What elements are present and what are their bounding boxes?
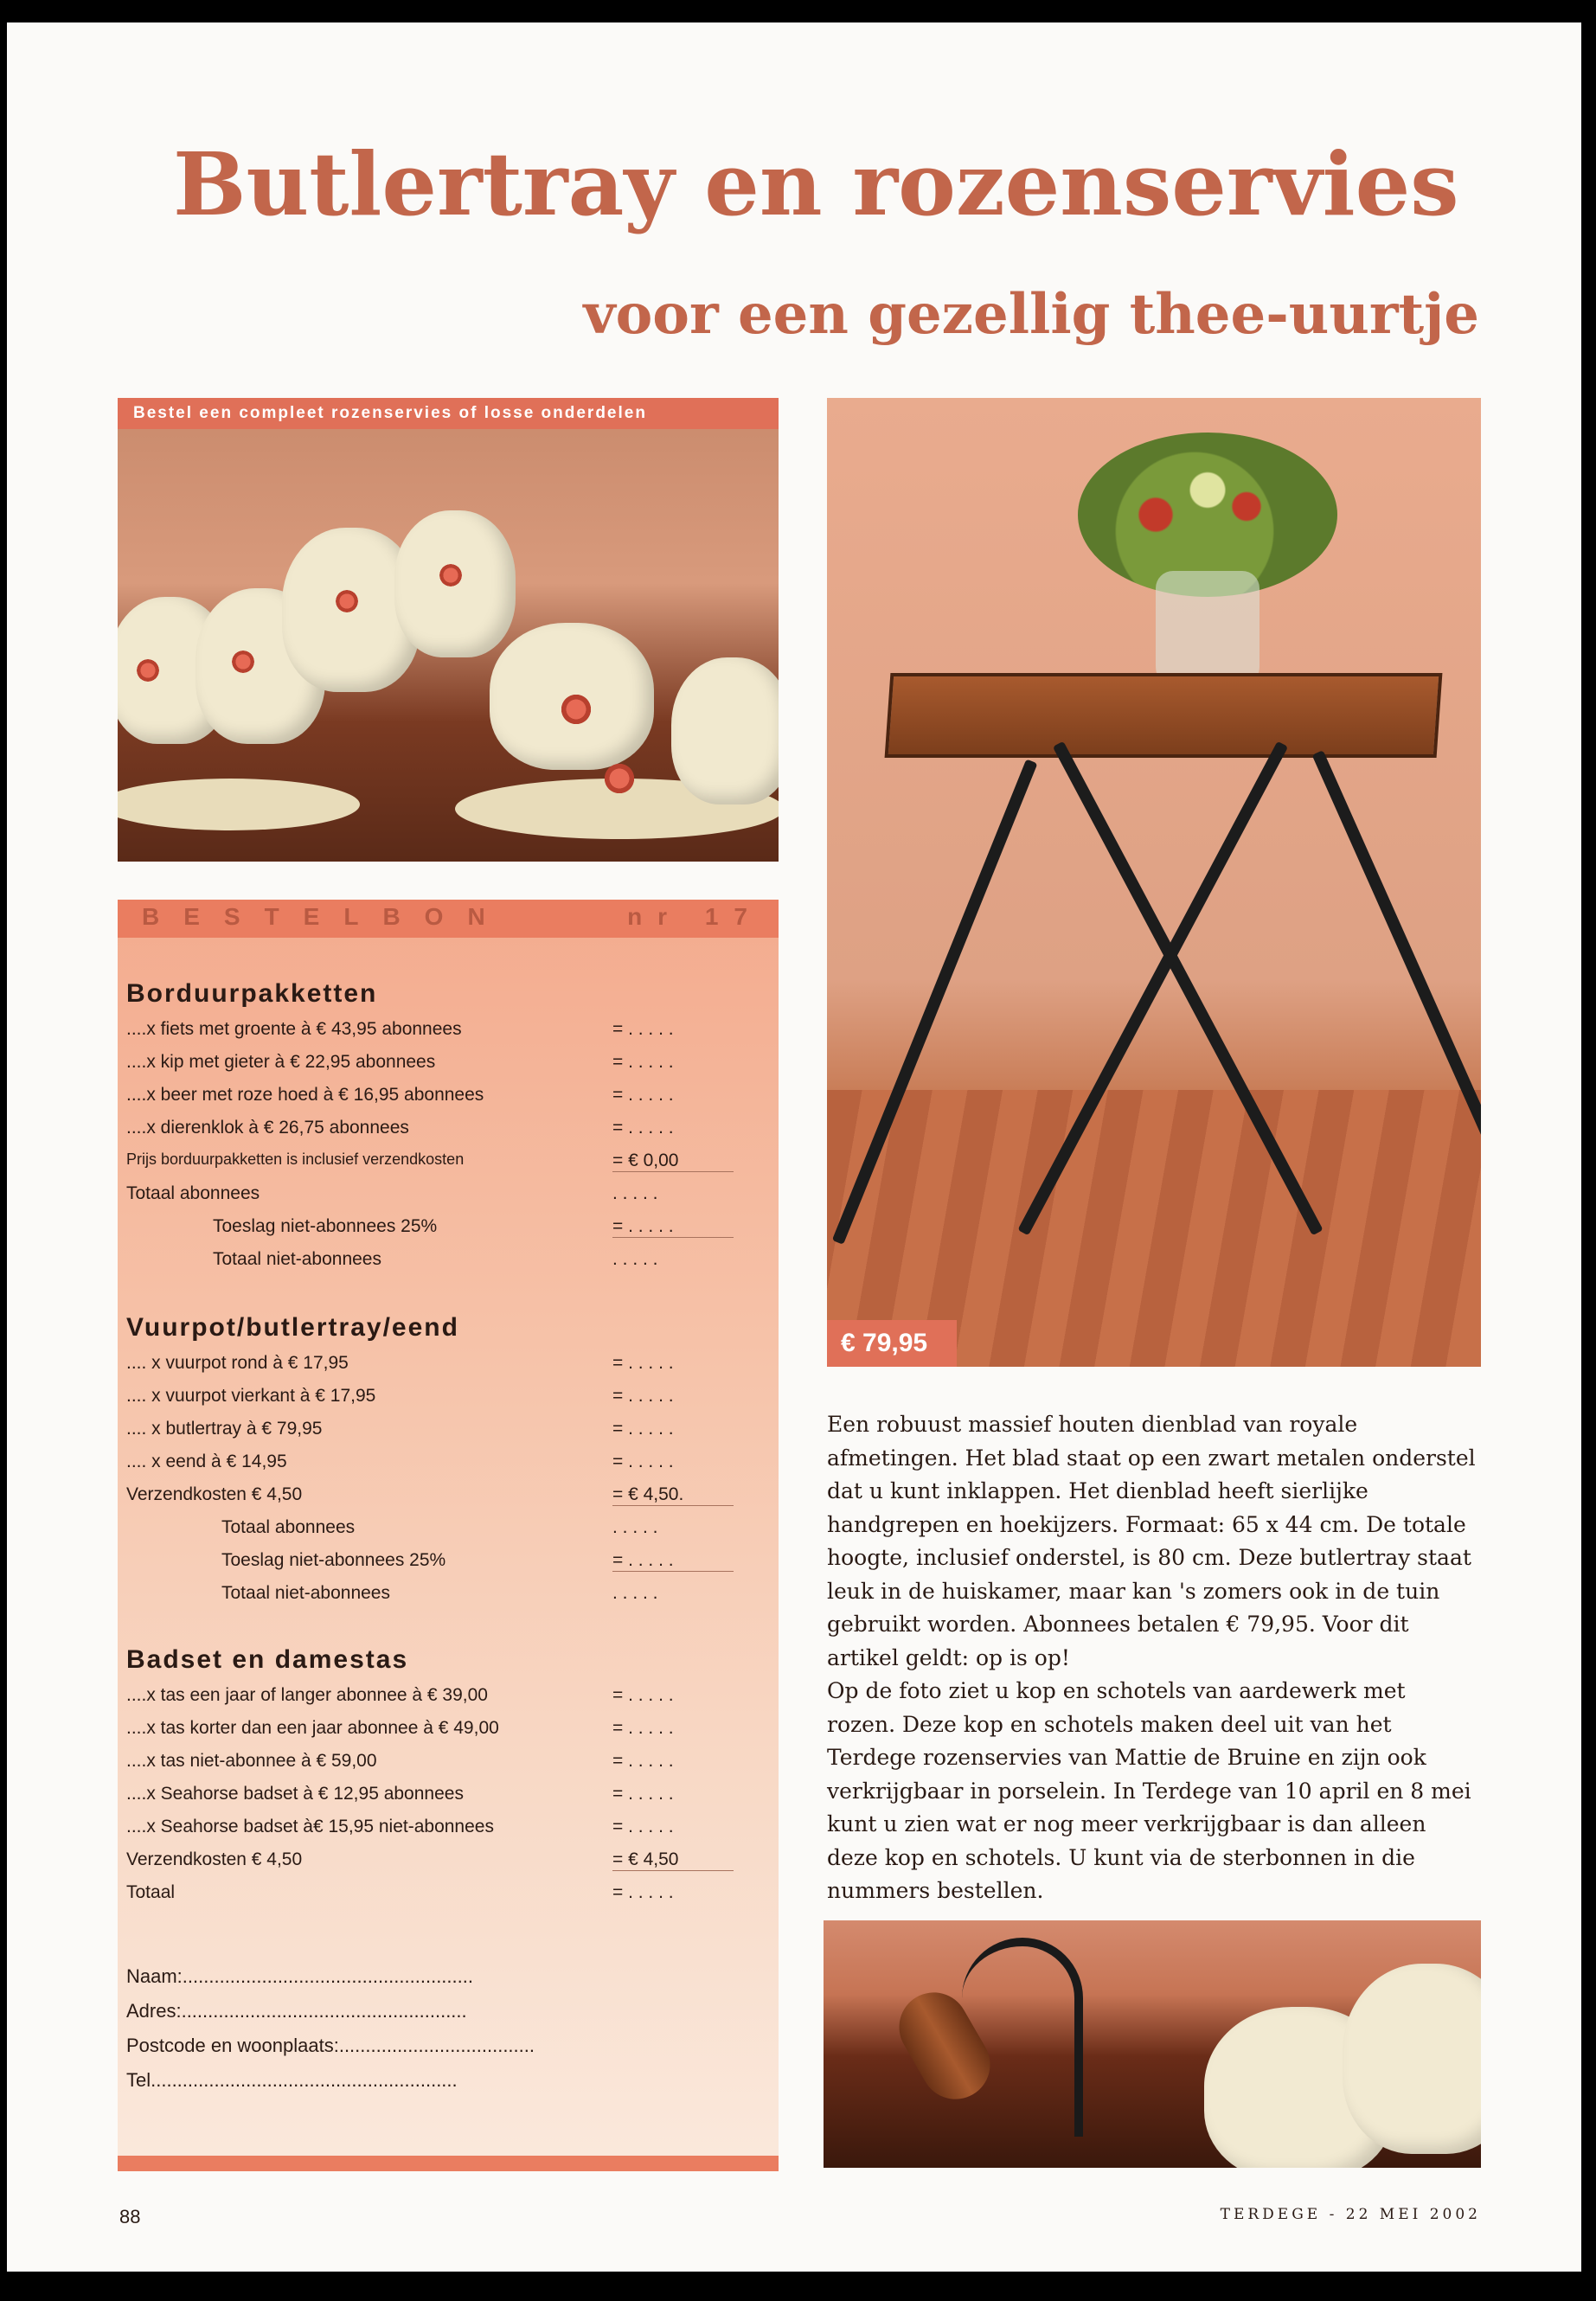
- order-line-label: Totaal niet-abonnees: [213, 1249, 381, 1269]
- order-line-label: Toeslag niet-abonnees 25%: [221, 1550, 446, 1570]
- order-line-value[interactable]: . . . . .: [612, 1249, 658, 1269]
- order-line-value[interactable]: = . . . . .: [612, 1685, 674, 1705]
- postcode-city-field[interactable]: Postcode en woonplaats:.....................................: [126, 2035, 535, 2056]
- metal-handle-rod: [962, 1938, 1083, 2137]
- order-line-label: .... x eend à € 14,95: [126, 1452, 287, 1471]
- name-field[interactable]: Naam:.......................................................: [126, 1965, 473, 1987]
- address-field[interactable]: Adres:......................................................: [126, 2000, 467, 2022]
- order-line-value[interactable]: = . . . . .: [612, 1718, 674, 1738]
- order-line-label: Totaal: [126, 1882, 176, 1902]
- rose-tea-set-photo: [118, 398, 779, 862]
- order-line[interactable]: [126, 1019, 775, 1048]
- magazine-page: [7, 22, 1581, 2272]
- cup-image: [671, 657, 779, 804]
- order-line-value: = € 4,50.: [612, 1484, 734, 1506]
- article-body: [827, 1408, 1477, 1908]
- price-tag: € 79,95: [827, 1320, 957, 1367]
- rose-motif: [559, 692, 593, 727]
- tray-detail-photo: [824, 1920, 1481, 2168]
- order-form-header: [118, 900, 779, 938]
- order-line-value[interactable]: = . . . . .: [612, 1550, 734, 1572]
- order-line-value[interactable]: = . . . . .: [612, 1019, 674, 1039]
- order-line-value[interactable]: . . . . .: [612, 1583, 658, 1603]
- order-line-label: ....x beer met roze hoed à € 16,95 abonnees: [126, 1085, 484, 1105]
- order-form-number: nr 17: [627, 903, 763, 930]
- order-line[interactable]: [126, 1386, 775, 1415]
- order-line[interactable]: [126, 1085, 775, 1114]
- order-line-label: Prijs borduurpakketten is inclusief verzendkosten: [126, 1150, 465, 1168]
- page-subtitle: voor een gezellig thee-uurtje: [583, 282, 1479, 347]
- rose-motif: [602, 761, 637, 796]
- order-line-value[interactable]: = . . . . .: [612, 1118, 674, 1138]
- order-line[interactable]: [126, 1183, 775, 1213]
- order-line[interactable]: [126, 1052, 775, 1081]
- order-line-label: ....x fiets met groente à € 43,95 abonnees: [126, 1019, 462, 1039]
- order-line[interactable]: [126, 1817, 775, 1846]
- page-title: Butlertray en rozenservies: [173, 133, 1459, 235]
- saucer-image: [118, 779, 360, 830]
- order-line[interactable]: [126, 1882, 775, 1912]
- order-line[interactable]: [126, 1353, 775, 1382]
- rose-motif: [135, 657, 161, 683]
- order-line-label: Totaal abonnees: [221, 1517, 356, 1537]
- rose-motif: [334, 588, 360, 614]
- order-line-value: = € 0,00: [612, 1150, 734, 1172]
- order-line-label: ....x tas niet-abonnee à € 59,00: [126, 1751, 377, 1771]
- page-number: 88: [119, 2206, 141, 2227]
- order-line-label: .... x vuurpot vierkant à € 17,95: [126, 1386, 376, 1406]
- order-line[interactable]: [126, 1751, 775, 1780]
- order-line-value[interactable]: = . . . . .: [612, 1085, 674, 1105]
- magazine-issue: TERDEGE - 22 MEI 2002: [1220, 2206, 1481, 2223]
- order-form-title: BESTELBON: [142, 903, 510, 930]
- order-line-value[interactable]: . . . . .: [612, 1517, 658, 1537]
- article-paragraph: Op de foto ziet u kop en schotels van aardewerk met rozen. Deze kop en schotels maken deel uit van het Terdege rozenservies van Mattie de Bruine en zijn ook verkrijgbaar in porselein. In Terdege van 10 april en 8 mei kunt u zien wat er nog meer verkrijgbaar is dan alleen deze kop en schotels. U kunt via de sterbonnen in die nummers bestellen.: [827, 1678, 1471, 1903]
- order-line-label: Verzendkosten € 4,50: [126, 1849, 303, 1869]
- order-line-label: Verzendkosten € 4,50: [126, 1484, 303, 1504]
- order-line-value[interactable]: = . . . . .: [612, 1452, 674, 1471]
- order-line-label: Toeslag niet-abonnees 25%: [213, 1216, 438, 1236]
- order-line-value[interactable]: . . . . .: [612, 1183, 658, 1203]
- order-line: [126, 1849, 775, 1879]
- butler-tray-photo: [827, 398, 1481, 1367]
- order-form: [118, 900, 779, 2156]
- rose-motif: [230, 649, 256, 675]
- order-line-label: Totaal niet-abonnees: [221, 1583, 390, 1603]
- order-line[interactable]: [126, 1216, 775, 1246]
- order-line[interactable]: [126, 1685, 775, 1715]
- order-line-value[interactable]: = . . . . .: [612, 1817, 674, 1836]
- section-title: Badset en damestas: [126, 1645, 409, 1674]
- order-line-label: .... x butlertray à € 79,95: [126, 1419, 323, 1439]
- order-line[interactable]: [126, 1718, 775, 1747]
- phone-field[interactable]: Tel..........................................................: [126, 2069, 458, 2091]
- order-form-footer-bar: [118, 2156, 779, 2171]
- order-line-value[interactable]: = . . . . .: [612, 1353, 674, 1373]
- order-line[interactable]: [126, 1550, 775, 1580]
- order-line: [126, 1484, 775, 1514]
- order-line: [126, 1150, 775, 1180]
- order-line[interactable]: [126, 1452, 775, 1481]
- section-title: Borduurpakketten: [126, 979, 378, 1008]
- order-line[interactable]: [126, 1517, 775, 1547]
- rose-motif: [438, 562, 464, 588]
- order-line-label: ....x tas korter dan een jaar abonnee à € 49,00: [126, 1718, 499, 1738]
- order-line-value[interactable]: = . . . . .: [612, 1386, 674, 1406]
- order-line-value[interactable]: = . . . . .: [612, 1882, 674, 1902]
- order-line-value[interactable]: = . . . . .: [612, 1052, 674, 1072]
- section-title: Vuurpot/butlertray/eend: [126, 1313, 459, 1342]
- order-line-value[interactable]: = . . . . .: [612, 1784, 674, 1804]
- order-line-label: ....x Seahorse badset à € 12,95 abonnees: [126, 1784, 464, 1804]
- article-paragraph: Een robuust massief houten dienblad van royale afmetingen. Het blad staat op een zwart metalen onderstel dat u kunt inklappen. Het dienblad heeft sierlijke handgrepen en hoekijzers. Formaat: 65 x 44 cm. De totale hoogte, inclusief onderstel, is 80 cm. Deze butlertray staat leuk in de huiskamer, maar kan 's zomers ook in de tuin gebruikt worden. Abonnees betalen € 79,95. Voor dit artikel geldt: op is op!: [827, 1412, 1476, 1670]
- order-line[interactable]: [126, 1118, 775, 1147]
- order-line-value: = € 4,50: [612, 1849, 734, 1871]
- cup-image: [1343, 1964, 1481, 2154]
- order-line-value[interactable]: = . . . . .: [612, 1751, 674, 1771]
- order-line-label: ....x tas een jaar of langer abonnee à € 39,00: [126, 1685, 488, 1705]
- order-line-value[interactable]: = . . . . .: [612, 1419, 674, 1439]
- order-line-value[interactable]: = . . . . .: [612, 1216, 734, 1238]
- order-line-label: .... x vuurpot rond à € 17,95: [126, 1353, 349, 1373]
- wooden-tray: [885, 673, 1443, 758]
- order-line[interactable]: [126, 1249, 775, 1279]
- order-line[interactable]: [126, 1419, 775, 1448]
- order-line-label: ....x Seahorse badset à€ 15,95 niet-abonnees: [126, 1817, 494, 1836]
- order-banner: Bestel een compleet rozenservies of losse onderdelen: [118, 398, 779, 429]
- order-line-label: Totaal abonnees: [126, 1183, 260, 1203]
- order-line-label: ....x dierenklok à € 26,75 abonnees: [126, 1118, 409, 1138]
- order-line[interactable]: [126, 1583, 775, 1612]
- order-line[interactable]: [126, 1784, 775, 1813]
- order-line-label: ....x kip met gieter à € 22,95 abonnees: [126, 1052, 436, 1072]
